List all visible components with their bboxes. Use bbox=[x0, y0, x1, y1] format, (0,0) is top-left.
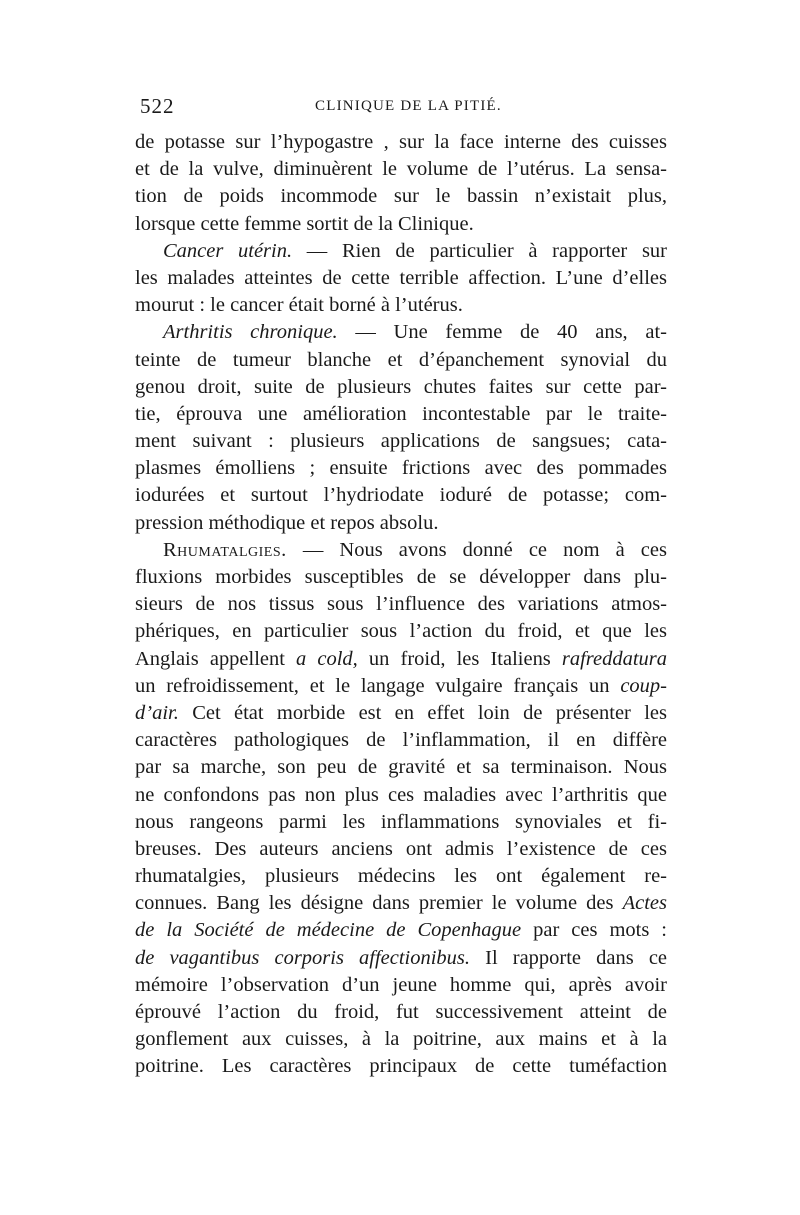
text-line bbox=[135, 591, 667, 618]
text-line bbox=[135, 319, 667, 346]
text-line bbox=[135, 537, 667, 564]
text-line bbox=[135, 999, 667, 1026]
text-segment: pression méthodique et repos absolu. bbox=[135, 511, 439, 534]
text-line bbox=[135, 292, 667, 319]
text-segment: tion de poids incommode sur le bassin n’existait plus, bbox=[135, 185, 667, 208]
text-segment: fluxions morbides susceptibles de se développer dans plu- bbox=[135, 566, 667, 588]
text-line bbox=[135, 428, 667, 455]
text-segment: connues. Bang les désigne dans premier le volume des bbox=[135, 892, 623, 915]
text-line bbox=[135, 510, 667, 537]
text-segment: sieurs de nos tissus sous l’influence des variations atmos- bbox=[135, 593, 667, 616]
text-line bbox=[135, 700, 667, 727]
text-segment: Arthritis chronique. bbox=[163, 321, 338, 344]
text-segment: a cold, bbox=[296, 647, 358, 670]
text-segment: les malades atteintes de cette terrible affection. L’une d’elles bbox=[135, 266, 667, 289]
text-segment: — Nous avons donné ce nom à ces bbox=[286, 538, 667, 561]
text-segment: éprouvé l’action du froid, fut successivement atteint de bbox=[135, 1001, 667, 1023]
text-segment: Anglais appellent bbox=[135, 647, 297, 670]
text-segment: Cancer utérin. bbox=[163, 239, 293, 262]
text-line bbox=[135, 863, 667, 890]
text-segment: ne confondons pas non plus ces maladies avec l’arthritis que bbox=[135, 783, 667, 806]
text-segment: plasmes émolliens ; ensuite frictions avec des pommades bbox=[135, 457, 667, 480]
text-segment: — Une femme de 40 ans, at- bbox=[337, 321, 667, 344]
text-segment: rhumatalgies, plusieurs médecins les ont également re- bbox=[135, 865, 667, 888]
text-segment: d’air. bbox=[135, 701, 179, 724]
text-segment: un refroidissement, et le langage vulgaire français un bbox=[135, 674, 621, 697]
text-line bbox=[135, 809, 667, 836]
text-line bbox=[135, 782, 667, 809]
text-segment: — Rien de particulier à rapporter sur bbox=[292, 239, 667, 262]
text-line bbox=[135, 754, 667, 781]
text-segment: ment suivant : plusieurs applications de sangsues; cata- bbox=[135, 430, 667, 453]
text-line bbox=[135, 129, 667, 156]
text-line bbox=[135, 836, 667, 863]
text-line bbox=[135, 1053, 667, 1080]
text-segment: nous rangeons parmi les inflammations synoviales et fi- bbox=[135, 810, 667, 833]
text-segment: un froid, les Italiens bbox=[357, 647, 562, 670]
text-line bbox=[135, 401, 667, 428]
text-line bbox=[135, 211, 667, 238]
text-line bbox=[135, 727, 667, 754]
text-segment: iodurées et surtout l’hydriodate ioduré de potasse; com- bbox=[135, 484, 667, 507]
running-head bbox=[140, 94, 670, 124]
running-title: CLINIQUE DE LA PITIÉ. bbox=[315, 98, 502, 114]
text-segment: rafreddatura bbox=[561, 647, 667, 670]
text-line bbox=[135, 374, 667, 401]
text-segment: de vagantibus corporis affectionibus. bbox=[135, 946, 470, 969]
text-line bbox=[135, 183, 667, 210]
text-line bbox=[135, 618, 667, 645]
text-segment: genou droit, suite de plusieurs chutes faites sur cette par- bbox=[135, 375, 667, 398]
text-line bbox=[135, 238, 667, 265]
text-line bbox=[135, 564, 667, 591]
text-segment: par sa marche, son peu de gravité et sa terminaison. Nous bbox=[135, 756, 667, 779]
text-line bbox=[135, 673, 667, 700]
text-line bbox=[135, 917, 667, 944]
page-number: 522 bbox=[140, 94, 175, 118]
text-segment: par ces mots : bbox=[521, 919, 667, 942]
text-segment: Cet état morbide est en effet loin de présenter les bbox=[178, 701, 667, 724]
text-segment: Actes bbox=[622, 892, 667, 915]
text-segment: et de la vulve, diminuèrent le volume de l’utérus. La sensa- bbox=[135, 158, 667, 181]
text-line bbox=[135, 646, 667, 673]
text-segment: breuses. Des auteurs anciens ont admis l’existence de ces bbox=[135, 837, 667, 860]
text-segment: phériques, en particulier sous l’action du froid, et que les bbox=[135, 620, 667, 643]
text-segment: gonflement aux cuisses, à la poitrine, aux mains et à la bbox=[135, 1028, 667, 1051]
text-line bbox=[135, 347, 667, 374]
text-line bbox=[135, 945, 667, 972]
text-segment: Rhumatalgies. bbox=[163, 538, 287, 561]
text-segment: coup- bbox=[620, 674, 667, 697]
text-segment: mémoire l’observation d’un jeune homme qui, après avoir bbox=[135, 973, 667, 996]
text-segment: de la Société de médecine de Copenhague bbox=[135, 919, 522, 942]
text-segment: de potasse sur l’hypogastre , sur la face interne des cuisses bbox=[135, 131, 667, 153]
text-segment: lorsque cette femme sortit de la Clinique. bbox=[135, 212, 474, 235]
text-segment: mourut : le cancer était borné à l’utérus. bbox=[135, 294, 463, 317]
text-line bbox=[135, 265, 667, 292]
text-line bbox=[135, 1026, 667, 1053]
text-line bbox=[135, 890, 667, 917]
text-segment: tie, éprouva une amélioration incontestable par le traite- bbox=[135, 402, 667, 425]
body-text bbox=[135, 129, 667, 1081]
text-line bbox=[135, 482, 667, 509]
text-line bbox=[135, 972, 667, 999]
text-segment: caractères pathologiques de l’inflammation, il en diffère bbox=[135, 729, 667, 752]
text-segment: teinte de tumeur blanche et d’épanchement synovial du bbox=[135, 348, 667, 371]
text-line bbox=[135, 156, 667, 183]
text-line bbox=[135, 455, 667, 482]
text-segment: poitrine. Les caractères principaux de cette tuméfaction bbox=[135, 1055, 667, 1078]
text-segment: Il rapporte dans ce bbox=[470, 946, 668, 969]
